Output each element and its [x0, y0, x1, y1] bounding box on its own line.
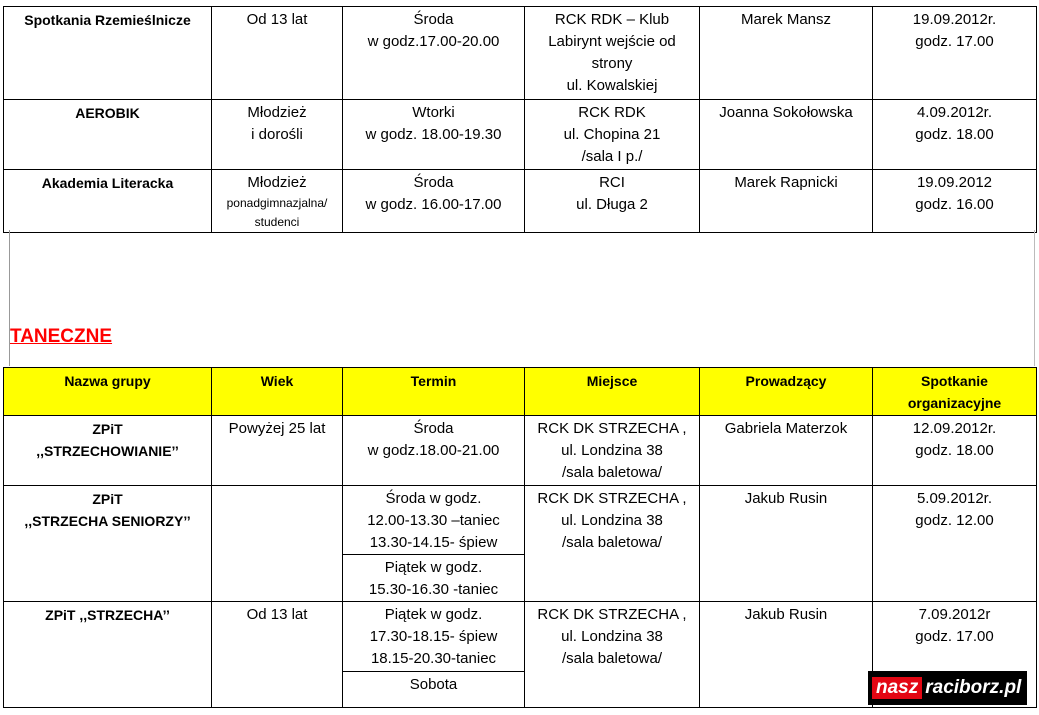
table-row	[4, 7, 1037, 100]
term-cell: Środa w godz.17.00-20.00	[343, 7, 525, 100]
leader-cell: Gabriela Materzok	[700, 416, 873, 486]
logo-part: nasz	[872, 677, 922, 699]
group-name: ZPiT ,,STRZECHOWIANIE’’	[4, 416, 212, 486]
age-cell	[212, 486, 343, 602]
group-name: ZPiT ,,STRZECHA’’	[4, 602, 212, 708]
table-row	[4, 416, 1037, 486]
meeting-cell: 7.09.2012r godz. 17.00	[873, 602, 1037, 708]
meeting-cell: 4.09.2012r. godz. 18.00	[873, 100, 1037, 170]
age-cell: Młodzież ponadgimnazjalna/ studenci	[212, 170, 343, 233]
place-cell: RCK DK STRZECHA , ul. Londzina 38 /sala baletowa/	[525, 486, 700, 602]
group-name: Spotkania Rzemieślnicze	[4, 7, 212, 100]
place-cell: RCI ul. Długa 2	[525, 170, 700, 233]
term-cell: Piątek w godz. 15.30-16.30 -taniec	[343, 555, 525, 602]
column-header: Nazwa grupy	[4, 368, 212, 416]
group-name: AEROBIK	[4, 100, 212, 170]
term-cell: Wtorki w godz. 18.00-19.30	[343, 100, 525, 170]
table-row	[4, 602, 1037, 672]
group-name: Akademia Literacka	[4, 170, 212, 233]
term-cell: Środa w godz.18.00-21.00	[343, 416, 525, 486]
place-cell: RCK RDK – Klub Labirynt wejście od strony ul. Kowalskiej	[525, 7, 700, 100]
table-row	[4, 100, 1037, 170]
leader-cell: Jakub Rusin	[700, 486, 873, 602]
age-cell: Od 13 lat	[212, 602, 343, 708]
table-row	[4, 170, 1037, 233]
term-cell: Sobota	[343, 672, 525, 708]
age-cell: Powyżej 25 lat	[212, 416, 343, 486]
page-frame-line	[1034, 230, 1035, 366]
leader-cell: Joanna Sokołowska	[700, 100, 873, 170]
age-cell: Młodzież i dorośli	[212, 100, 343, 170]
column-header: Spotkanie organizacyjne	[873, 368, 1037, 416]
leader-cell: Jakub Rusin	[700, 602, 873, 708]
age-cell: Od 13 lat	[212, 7, 343, 100]
table-header-row	[4, 368, 1037, 416]
column-header: Miejsce	[525, 368, 700, 416]
logo-part: raciborz.pl	[925, 677, 1022, 698]
column-header: Prowadzący	[700, 368, 873, 416]
meeting-cell: 12.09.2012r. godz. 18.00	[873, 416, 1037, 486]
place-cell: RCK RDK ul. Chopina 21 /sala I p./	[525, 100, 700, 170]
term-cell: Środa w godz. 12.00-13.30 –taniec 13.30-14.15- śpiew	[343, 486, 525, 555]
leader-cell: Marek Rapnicki	[700, 170, 873, 233]
dance-groups-table	[3, 367, 1037, 708]
place-cell: RCK DK STRZECHA , ul. Londzina 38 /sala baletowa/	[525, 416, 700, 486]
section-title: TANECZNE	[10, 326, 113, 347]
meeting-cell: 5.09.2012r. godz. 12.00	[873, 486, 1037, 602]
place-cell: RCK DK STRZECHA , ul. Londzina 38 /sala baletowa/	[525, 602, 700, 708]
group-name: ZPiT ,,STRZECHA SENIORZY’’	[4, 486, 212, 602]
watermark-logo	[868, 671, 1027, 705]
activities-table-top	[3, 6, 1037, 233]
meeting-cell: 19.09.2012 godz. 16.00	[873, 170, 1037, 233]
leader-cell: Marek Mansz	[700, 7, 873, 100]
term-cell: Środa w godz. 16.00-17.00	[343, 170, 525, 233]
table-row	[4, 486, 1037, 555]
column-header: Termin	[343, 368, 525, 416]
term-cell: Piątek w godz. 17.30-18.15- śpiew 18.15-20.30-taniec	[343, 602, 525, 672]
meeting-cell: 19.09.2012r. godz. 17.00	[873, 7, 1037, 100]
column-header: Wiek	[212, 368, 343, 416]
